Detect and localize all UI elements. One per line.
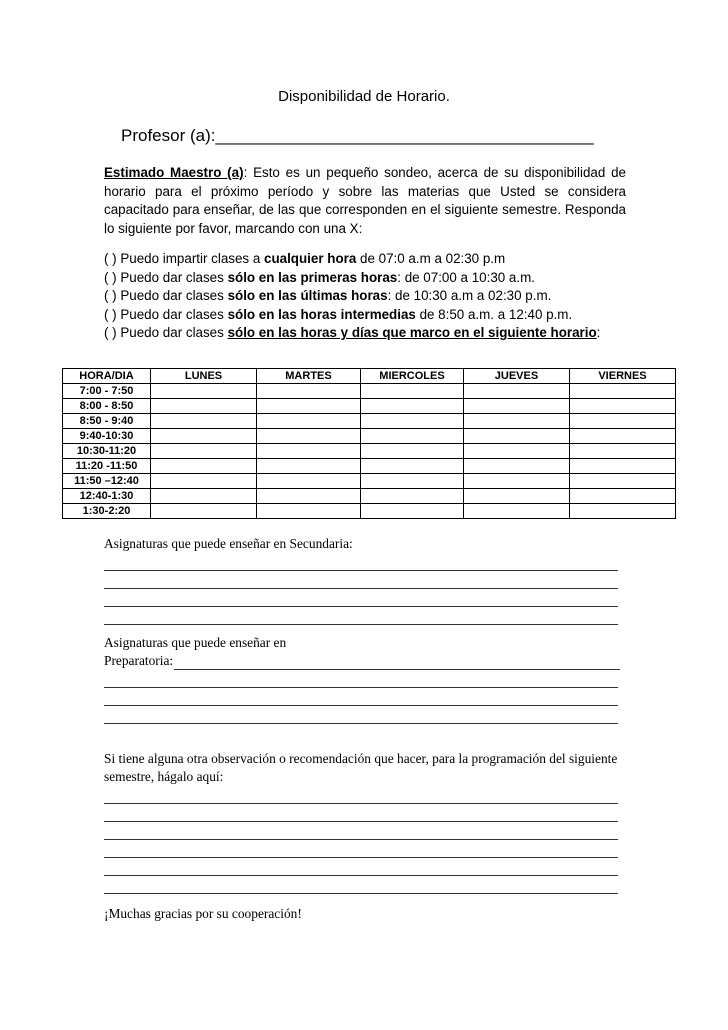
hour-label: 9:40-10:30 xyxy=(63,429,151,444)
schedule-row xyxy=(63,489,676,504)
option-selected-hours[interactable]: ( ) Puedo dar clases sólo en las horas y días que marco en el siguiente horario: xyxy=(104,325,601,340)
schedule-row xyxy=(63,504,676,519)
schedule-row xyxy=(63,459,676,474)
hour-label: 10:30-11:20 xyxy=(63,444,151,459)
observaciones-label: Si tiene alguna otra observación o recomendación que hacer, para la programación del siguiente semestre, hágalo aquí: xyxy=(104,751,618,784)
option-any-hour[interactable]: ( ) Puedo impartir clases a cualquier hora de 07:0 a.m a 02:30 p.m xyxy=(104,251,506,266)
schedule-cell[interactable] xyxy=(464,504,570,519)
schedule-cell[interactable] xyxy=(151,459,257,474)
schedule-cell[interactable] xyxy=(464,459,570,474)
schedule-row xyxy=(63,414,676,429)
schedule-cell[interactable] xyxy=(464,489,570,504)
schedule-cell[interactable] xyxy=(361,504,464,519)
option-last-hours[interactable]: ( ) Puedo dar clases sólo en las últimas horas: de 10:30 a.m a 02:30 p.m. xyxy=(104,288,552,303)
hour-label: 1:30-2:20 xyxy=(63,504,151,519)
schedule-row xyxy=(63,384,676,399)
answer-line[interactable] xyxy=(104,840,618,858)
thanks-note: ¡Muchas gracias por su cooperación! xyxy=(104,906,302,921)
schedule-cell[interactable] xyxy=(257,384,361,399)
schedule-cell[interactable] xyxy=(570,504,676,519)
schedule-cell[interactable] xyxy=(257,444,361,459)
schedule-cell[interactable] xyxy=(361,414,464,429)
schedule-cell[interactable] xyxy=(361,459,464,474)
header-tuesday: MARTES xyxy=(257,369,361,384)
header-hour-day: HORA/DIA xyxy=(63,369,151,384)
hour-label: 12:40-1:30 xyxy=(63,489,151,504)
hour-label: 11:50 –12:40 xyxy=(63,474,151,489)
schedule-cell[interactable] xyxy=(570,444,676,459)
header-monday: LUNES xyxy=(151,369,257,384)
schedule-cell[interactable] xyxy=(257,474,361,489)
header-thursday: JUEVES xyxy=(464,369,570,384)
option-middle-hours[interactable]: ( ) Puedo dar clases sólo en las horas intermedias de 8:50 a.m. a 12:40 p.m. xyxy=(104,306,573,322)
schedule-cell[interactable] xyxy=(570,474,676,489)
preparatoria-lines xyxy=(104,670,624,724)
schedule-row xyxy=(63,399,676,414)
page-title: Disponibilidad de Horario. xyxy=(278,88,450,105)
schedule-cell[interactable] xyxy=(151,444,257,459)
preparatoria-first-line xyxy=(104,652,624,670)
hour-label: 8:50 - 9:40 xyxy=(63,414,151,429)
schedule-cell[interactable] xyxy=(464,384,570,399)
intro-lead: Estimado Maestro (a) xyxy=(104,165,244,180)
schedule-cell[interactable] xyxy=(361,384,464,399)
schedule-cell[interactable] xyxy=(464,399,570,414)
intro-text: : Esto es un pequeño sondeo, acerca de su disponibilidad de horario para el próximo período y sobre las materias que Usted se considera capacitado para enseñar, de las que corresponden en el siguiente semestre. Responda lo siguiente por favor, marcando con una X: xyxy=(104,165,626,236)
answer-line[interactable] xyxy=(104,706,618,724)
answer-line[interactable] xyxy=(104,589,618,607)
schedule-cell[interactable] xyxy=(464,444,570,459)
answer-line[interactable] xyxy=(104,858,618,876)
schedule-cell[interactable] xyxy=(151,504,257,519)
schedule-cell[interactable] xyxy=(570,429,676,444)
schedule-cell[interactable] xyxy=(570,414,676,429)
schedule-body xyxy=(63,384,676,519)
answer-line[interactable] xyxy=(104,786,618,804)
schedule-row xyxy=(63,474,676,489)
answer-line[interactable] xyxy=(104,876,618,894)
schedule-row xyxy=(63,429,676,444)
schedule-cell[interactable] xyxy=(570,459,676,474)
schedule-cell[interactable] xyxy=(151,474,257,489)
preparatoria-section xyxy=(104,634,624,724)
teacher-name-field[interactable]: Profesor (a):________________________________________ xyxy=(121,126,594,145)
answer-line[interactable] xyxy=(174,655,620,670)
answer-line[interactable] xyxy=(104,688,618,706)
schedule-cell[interactable] xyxy=(464,429,570,444)
intro-paragraph xyxy=(104,164,626,238)
availability-options xyxy=(104,250,626,343)
secundaria-lines xyxy=(104,553,624,625)
header-friday: VIERNES xyxy=(570,369,676,384)
schedule-cell[interactable] xyxy=(151,384,257,399)
schedule-cell[interactable] xyxy=(464,414,570,429)
schedule-cell[interactable] xyxy=(570,384,676,399)
schedule-cell[interactable] xyxy=(361,444,464,459)
schedule-cell[interactable] xyxy=(151,429,257,444)
schedule-cell[interactable] xyxy=(361,429,464,444)
schedule-cell[interactable] xyxy=(570,399,676,414)
observaciones-section xyxy=(104,750,624,894)
schedule-cell[interactable] xyxy=(361,489,464,504)
answer-line[interactable] xyxy=(104,607,618,625)
schedule-cell[interactable] xyxy=(361,474,464,489)
schedule-cell[interactable] xyxy=(257,489,361,504)
secundaria-label: Asignaturas que puede enseñar en Secundaria: xyxy=(104,536,353,551)
schedule-cell[interactable] xyxy=(151,399,257,414)
schedule-header-row xyxy=(63,369,676,384)
answer-line[interactable] xyxy=(104,804,618,822)
preparatoria-label: Asignaturas que puede enseñar en xyxy=(104,635,287,650)
header-wednesday: MIERCOLES xyxy=(361,369,464,384)
answer-line[interactable] xyxy=(104,553,618,571)
hour-label: 11:20 -11:50 xyxy=(63,459,151,474)
schedule-table xyxy=(62,368,676,519)
secundaria-section xyxy=(104,535,624,625)
schedule-cell[interactable] xyxy=(257,399,361,414)
schedule-cell[interactable] xyxy=(464,474,570,489)
observaciones-lines xyxy=(104,786,624,894)
hour-label: 7:00 - 7:50 xyxy=(63,384,151,399)
answer-line[interactable] xyxy=(104,670,618,688)
schedule-cell[interactable] xyxy=(151,414,257,429)
schedule-row xyxy=(63,444,676,459)
answer-line[interactable] xyxy=(104,822,618,840)
schedule-cell[interactable] xyxy=(361,399,464,414)
option-first-hours[interactable]: ( ) Puedo dar clases sólo en las primeras horas: de 07:00 a 10:30 a.m. xyxy=(104,269,535,285)
schedule-cell[interactable] xyxy=(570,489,676,504)
schedule-cell[interactable] xyxy=(257,429,361,444)
answer-line[interactable] xyxy=(104,571,618,589)
hour-label: 8:00 - 8:50 xyxy=(63,399,151,414)
schedule-cell[interactable] xyxy=(151,489,257,504)
schedule-cell[interactable] xyxy=(257,459,361,474)
schedule-cell[interactable] xyxy=(257,504,361,519)
schedule-cell[interactable] xyxy=(257,414,361,429)
preparatoria-label-2: Preparatoria: xyxy=(104,653,174,668)
